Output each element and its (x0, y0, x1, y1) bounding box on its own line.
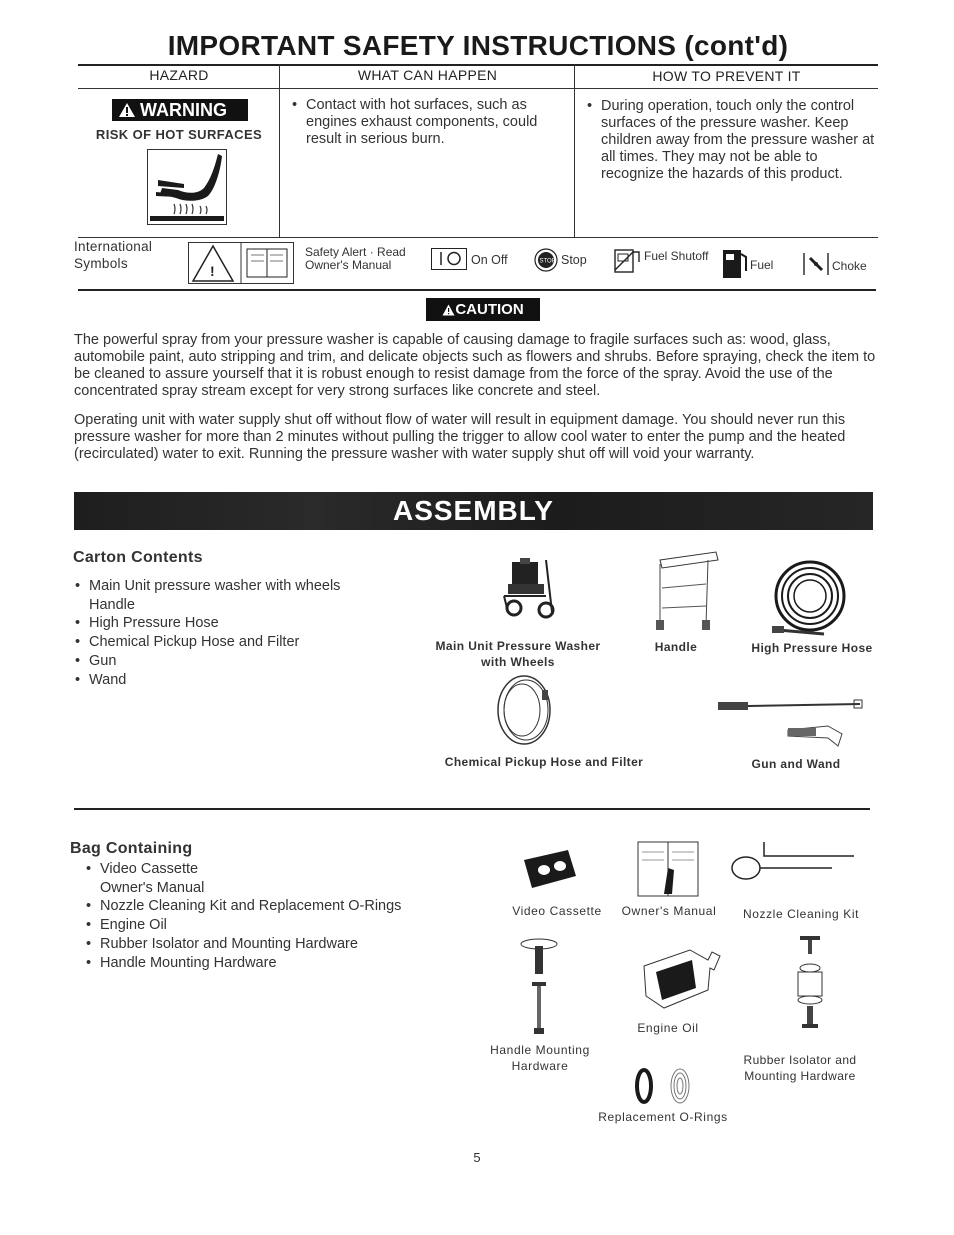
choke-icon (802, 252, 830, 276)
list-item: Handle (89, 596, 135, 613)
assembly-banner: ASSEMBLY (74, 492, 873, 530)
list-item: • Rubber Isolator and Mounting Hardware (82, 935, 442, 954)
owners-manual-illustration (634, 838, 704, 900)
chemical-hose-caption: Chemical Pickup Hose and Filter (444, 755, 644, 769)
rubber-isolator-caption: Rubber Isolator and Mounting Hardware (743, 1053, 857, 1083)
col-header-hazard: HAZARD (149, 67, 209, 83)
engine-oil-caption: Engine Oil (637, 1021, 699, 1035)
engine-oil-illustration (636, 940, 722, 1014)
svg-text:STOP: STOP (539, 258, 556, 265)
warning-label: WARNING (140, 99, 227, 120)
list-item: Owner's Manual (100, 879, 205, 896)
section-divider (74, 808, 870, 810)
on-off-icon (431, 248, 467, 270)
page-title: IMPORTANT SAFETY INSTRUCTIONS (cont'd) (167, 30, 789, 61)
list-item: • Nozzle Cleaning Kit and Replacement O-Rings (82, 897, 442, 916)
high-pressure-hose-illustration (764, 560, 848, 642)
nozzle-kit-illustration (728, 838, 860, 882)
what-can-happen-cell (288, 97, 568, 148)
hazard-name: RISK OF HOT SURFACES (95, 127, 263, 142)
list-item: • Wand (71, 671, 391, 690)
fuel-shutoff-label: Fuel Shutoff (644, 249, 709, 263)
page-number: 5 (473, 1150, 481, 1165)
handle-illustration (650, 550, 726, 634)
alert-and-manual-icon (189, 243, 293, 283)
on-off-label: On Off (471, 253, 508, 267)
list-item: • Handle Mounting Hardware (82, 954, 442, 973)
safety-alert-label: Safety Alert · Read Owner's Manual (305, 245, 406, 272)
table-top-rule (78, 64, 878, 66)
list-item: • Gun (71, 652, 391, 671)
carton-contents-heading: Carton Contents (73, 549, 203, 566)
owners-manual-caption: Owner's Manual (621, 904, 717, 918)
nozzle-kit-caption: Nozzle Cleaning Kit (742, 907, 860, 921)
gun-and-wand-illustration (718, 696, 868, 752)
caution-badge (426, 298, 540, 321)
hot-surface-pictogram (147, 149, 227, 225)
caution-paragraph-1: The powerful spray from your pressure washer is capable of causing damage to fragile surfaces such as: wood, glass, automobile paint, auto stripping and trim, and delicate objects such as flowers and shrubs. Before spraying, check the item to be cleaned to assure yourself that it is robust enough to resist damage from the force of the spray. Avoid the use of the concentrated spray stream except for very strong surfaces like concrete and steel. (74, 332, 876, 399)
warning-badge (112, 99, 248, 121)
how-to-prevent-cell (583, 98, 875, 183)
header-divider (78, 88, 878, 89)
list-item: • Engine Oil (82, 916, 442, 935)
o-rings-caption: Replacement O-Rings (598, 1110, 728, 1124)
choke-label: Choke (832, 259, 867, 273)
symbols-bottom-rule (78, 289, 876, 291)
caution-paragraph-2: Operating unit with water supply shut off without flow of water will result in equipment damage. You should never run this pressure washer for more than 2 minutes without pulling the trigger to allow cool water to enter the pump and the heated (recirculated) water to exit. Running the pressure washer with water supply shut off will void your warranty. (74, 412, 846, 462)
handle-mounting-hardware-caption: Handle Mounting Hardware (490, 1043, 590, 1073)
symbols-heading: International Symbols (74, 239, 153, 271)
carton-contents-list (71, 577, 391, 689)
hot-hand-icon (148, 150, 226, 224)
col-header-prevent: HOW TO PREVENT IT (652, 68, 801, 84)
main-unit-illustration (498, 556, 562, 622)
row-divider (78, 237, 878, 238)
list-item: • Video Cassette (82, 860, 442, 879)
col-header-what: WHAT CAN HAPPEN (357, 67, 498, 83)
stop-icon (534, 248, 558, 272)
fuel-icon (721, 246, 749, 280)
o-rings-illustration (634, 1066, 694, 1106)
column-divider (279, 64, 280, 238)
bag-containing-heading: Bag Containing (70, 840, 193, 857)
how-to-prevent-text: • During operation, touch only the control surfaces of the pressure washer. Keep children away from the pressure washer at all times. They may not be able to recognize the hazards of this product. (583, 98, 875, 183)
video-cassette-caption: Video Cassette (512, 904, 602, 918)
handle-mounting-hardware-illustration (516, 936, 562, 1036)
main-unit-caption: Main Unit Pressure Washer with Wheels (435, 639, 601, 669)
list-item: • High Pressure Hose (71, 614, 391, 633)
caution-label: CAUTION (455, 301, 524, 318)
stop-label: Stop (561, 253, 587, 267)
alert-triangle-icon (118, 102, 136, 118)
column-divider (574, 64, 575, 238)
alert-triangle-icon (442, 304, 455, 316)
video-cassette-illustration (520, 846, 580, 894)
safety-alert-symbol (188, 242, 294, 284)
list-item: • Chemical Pickup Hose and Filter (71, 633, 391, 652)
handle-caption: Handle (654, 640, 698, 654)
fuel-label: Fuel (750, 258, 774, 272)
chemical-hose-illustration (484, 670, 568, 750)
list-item: • Main Unit pressure washer with wheels (71, 577, 391, 596)
rubber-isolator-illustration (790, 934, 830, 1044)
svg-text:!: ! (210, 263, 215, 279)
high-pressure-hose-caption: High Pressure Hose (751, 641, 873, 655)
what-can-happen-text: • Contact with hot surfaces, such as engines exhaust components, could result in serious burn. (288, 97, 568, 148)
fuel-shutoff-icon (613, 246, 643, 276)
gun-and-wand-caption: Gun and Wand (751, 757, 841, 771)
bag-contents-list (82, 860, 442, 972)
